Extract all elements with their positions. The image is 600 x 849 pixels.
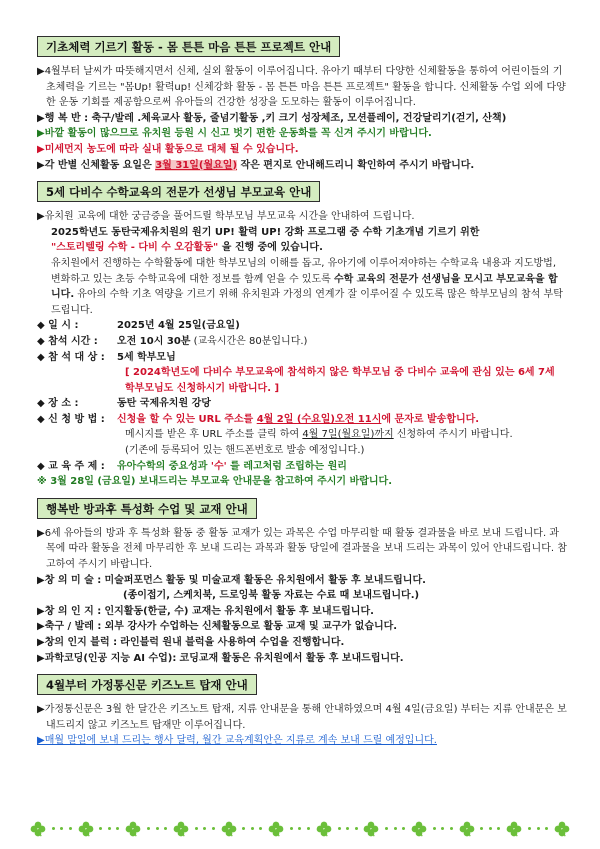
dot-divider xyxy=(528,827,548,831)
info-time: ◆ 참석 시간 : 오전 10시 30분 (교육시간은 80분입니다.) xyxy=(37,335,308,347)
dot-divider xyxy=(195,827,215,831)
reference-note: ※ 3월 28일 (금요일) 보내드리는 부모교육 안내문을 참고하여 주시기 바랍니다. xyxy=(37,476,393,488)
clover-icon xyxy=(506,821,522,837)
section-heading: 5세 다비수 수학교육의 전문가 선생님 부모교육 안내 xyxy=(37,181,320,202)
clover-icon xyxy=(30,821,46,837)
dot-divider xyxy=(385,827,405,831)
target-note: [ 2024학년도에 다비수 부모교육에 참석하지 않은 학부모님 중 다비수 교육에 관심 있는 6세 7세 학부모님도 신청하시기 바랍니다. ] xyxy=(125,367,555,394)
dot-divider xyxy=(99,827,119,831)
clover-icon xyxy=(411,821,427,837)
clover-border xyxy=(30,818,570,840)
section-kidsnote xyxy=(37,674,567,749)
info-topic: ◆ 교 육 주 제 : 유아수학의 중요성과 '수' 를 레고처럼 조립하는 원리 xyxy=(37,460,347,472)
calendar-notice: ▶매월 말일에 보내 드리는 행사 달력, 월간 교육계획안은 지류로 계속 보내 드릴 예정입니다. xyxy=(37,735,437,747)
section-physical-activity xyxy=(37,36,567,173)
shoe-notice: ▶바깥 활동이 많으므로 유치원 등원 시 신고 벗기 편한 운동화를 꼭 신겨 주시기 바랍니다. xyxy=(37,128,432,140)
paragraph: "스토리텔링 수학 - 다비 수 오감활동" 을 진행 중에 있습니다. xyxy=(51,242,323,254)
clover-icon xyxy=(268,821,284,837)
clover-icon xyxy=(221,821,237,837)
clover-icon xyxy=(78,821,94,837)
apply-detail: (기존에 등록되어 있는 핸드폰번호로 발송 예정입니다.) xyxy=(125,445,365,457)
item-art: ▶창 의 미 술 : 미술퍼포먼스 활동 및 미술교재 활동은 유치원에서 활동 후 보내드립니다. xyxy=(37,574,426,586)
dot-divider xyxy=(52,827,72,831)
info-apply: ◆ 신 청 방 법 : 신청을 할 수 있는 URL 주소를 4월 2일 (수요일)오전 11시에 문자로 발송합니다. xyxy=(37,413,480,425)
dot-divider xyxy=(147,827,167,831)
class-schedule: ▶행 복 반 : 축구/발레 .체육교사 활동, 줄넘기활동 ,키 크기 성장체조, 모션플레이, 건강달리기(걷기, 산책) xyxy=(37,112,507,124)
dot-divider xyxy=(290,827,310,831)
weekday-notice: ▶각 반별 신체활동 요일은 3월 31일(월요일) 작은 편지로 안내해드리니 확인하여 주시기 바랍니다. xyxy=(37,159,475,171)
info-place: ◆ 장 소 : 동탄 국제유치원 강당 xyxy=(37,398,211,410)
clover-icon xyxy=(363,821,379,837)
info-date: ◆ 일 시 : 2025년 4월 25일(금요일) xyxy=(37,320,240,332)
item-cognition: ▶창 의 인 지 : 인지활동(한글, 수) 교재는 유치원에서 활동 후 보내드립니다. xyxy=(37,605,374,617)
item-sports: ▶축구 / 발레 : 외부 강사가 수업하는 신체활동으로 활동 교재 및 교구가 없습니다. xyxy=(37,621,398,633)
clover-icon xyxy=(173,821,189,837)
section-afterschool xyxy=(37,498,567,666)
paragraph: ▶4월부터 날씨가 따뜻해지면서 신체, 실외 활동이 이루어집니다. 유아기 때부터 다양한 신체활동을 통하여 어린이들의 기초체력을 기르는 "몸Up! 활력up! 신체강화 활동 - 몸 튼튼 마음 튼튼 프로젝트" 활동을 합니다. 신체활동 수업 외에 다양한 운동 기회를 제공함으로써 유아들의 건강한 성장을 도모하는 활동이 이루어집니다. xyxy=(37,66,566,109)
dot-divider xyxy=(433,827,453,831)
paragraph: ▶가정통신문은 3월 한 달간은 키즈노트 탑재, 지류 안내문을 통해 안내하였으며 4월 4일(금요일) 부터는 지류 안내문은 보내드리지 않고 키즈노트 탑재만 이루어집니다. xyxy=(37,704,567,731)
newsletter-page xyxy=(37,36,567,749)
clover-icon xyxy=(316,821,332,837)
section-math-parent-education xyxy=(37,181,567,490)
paragraph: ▶6세 유아들의 방과 후 특성화 활동 중 활동 교재가 있는 과목은 수업 마무리할 때 활동 결과물을 바로 보내 드립니다. 과목에 따라 활동을 전체 마무리한 후 보내 드리는 과목과 활동 당일에 결과물을 보내 드리는 과목이 있어 안내드립니다. 참고하여 주시기 바랍니다. xyxy=(37,527,567,571)
item-block: ▶창의 인지 블럭 : 라인블럭 원내 블럭을 사용하여 수업을 진행합니다. xyxy=(37,637,345,648)
dot-divider xyxy=(338,827,358,831)
section-heading: 기초체력 기르기 활동 - 몸 튼튼 마음 튼튼 프로젝트 안내 xyxy=(37,36,340,57)
dot-divider xyxy=(480,827,500,831)
paragraph: ▶유치원 교육에 대한 궁금증을 풀어드릴 학부모님 부모교육 시간을 안내하여 드립니다. xyxy=(37,211,415,223)
section-heading: 행복반 방과후 특성화 수업 및 교재 안내 xyxy=(37,498,257,519)
clover-icon xyxy=(459,821,475,837)
fine-dust-notice: ▶미세먼지 농도에 따라 실내 활동으로 대체 될 수 있습니다. xyxy=(37,143,299,155)
dot-divider xyxy=(242,827,262,831)
item-art-note: (종이접기, 스케치북, 드로잉북 활동 자료는 수료 때 보내드립니다.) xyxy=(123,590,420,602)
paragraph: 2025학년도 동탄국제유치원의 원기 UP! 활력 UP! 강화 프로그램 중 수학 기초개념 기르기 위한 xyxy=(51,226,480,238)
paragraph: 유치원에서 진행하는 수학활동에 대한 학부모님의 이해를 돕고, 유아기에 이루어져야하는 수학교육 내용과 지도방법, 변화하고 있는 초등 수학교육에 대한 정보를 함께 얻을 수 있도록 수학 교육의 전문가 선생님을 모시고 부모교육을 합니다. 유아의 수학 기초 역량을 기르기 위해 유치원과 가정의 연계가 잘 이루어질 수 있도록 많은 학부모님의 참석 부탁드립니다. xyxy=(51,257,563,316)
clover-icon xyxy=(554,821,570,837)
item-coding: ▶과학코딩(인공 지능 AI 수업): 코딩교재 활동은 유치원에서 활동 후 보내드립니다. xyxy=(37,652,404,664)
clover-icon xyxy=(125,821,141,837)
apply-detail: 메시지를 받은 후 URL 주소를 클릭 하여 4월 7일(월요일)까지 신청하여 주시기 바랍니다. xyxy=(125,429,513,441)
info-target: ◆ 참 석 대 상 : 5세 학부모님 xyxy=(37,351,176,363)
section-heading: 4월부터 가정통신문 키즈노트 탑재 안내 xyxy=(37,674,257,695)
